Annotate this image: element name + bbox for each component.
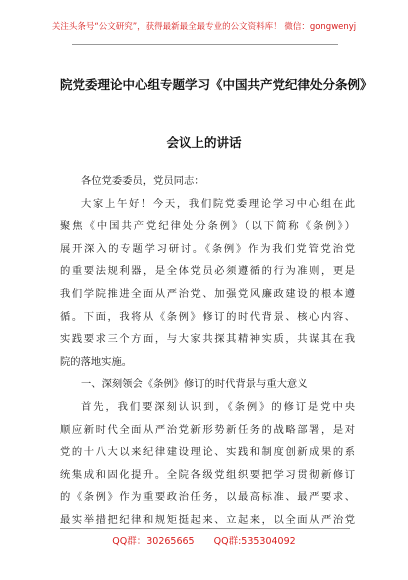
footer-qq-group-1: QQ群：30265665 [112,536,195,547]
paragraph-line: 院的落地实施。 [60,355,133,368]
paragraph-line: 最实举措把纪律和规矩挺起来、立起来，以全面从严治党 [60,513,355,526]
paragraph-line: 的《条例》作为重要政治任务，以最高标准、最严要求、 [60,491,355,504]
paragraph-line: 统集成和固化提升。全院各级党组织要把学习贯彻新修订 [60,468,355,481]
header-banner: 关注头条号“公文研究”，获得最新最全最专业的公文资料库！ 微信：gongwenyj [51,22,357,32]
paragraph-line: 循。下面，我将从《条例》修订的时代背景、核心内容、 [60,310,355,323]
paragraph-line: 实践要求三个方面，与大家共探其精神实质，共谋其在我 [60,333,355,346]
paragraph-line: 顺应新时代全面从严治党新形势新任务的战略部署，是对 [60,423,355,436]
paragraph-line: 的重要法规利器，是全体党员必须遵循的行为准则，更是 [60,265,355,278]
document-subtitle: 会议上的讲话 [166,135,242,150]
section-heading: 一、深刻领会《条例》修订的时代背景与重大意义 [81,378,308,391]
salutation-line: 各位党委委员，党员同志： [81,175,205,187]
footer-banner [0,533,408,547]
paragraph-line: 展开深入的专题学习研讨。《条例》作为我们党管党治党 [60,242,355,255]
paragraph-line: 党的十八大以来纪律建设理论、实践和制度创新成果的系 [60,446,355,459]
paragraph-line: 聚焦《中国共产党纪律处分条例》（以下简称《条例》） [60,220,355,233]
footer-divider [60,528,350,529]
paragraph-line: 大家上午好！今天，我们院党委理论学习中心组在此 [81,197,355,210]
paragraph-line: 首先，我们要深刻认识到，《条例》的修订是党中央 [81,400,355,413]
paragraph-line: 我们学院推进全面从严治党、加强党风廉政建设的根本遵 [60,287,355,300]
document-body [60,170,355,532]
header-divider [72,44,338,45]
footer-qq-group-2: QQ群:535304092 [213,536,296,547]
document-title: 院党委理论中心组专题学习《中国共产党纪律处分条例》 [60,77,373,92]
